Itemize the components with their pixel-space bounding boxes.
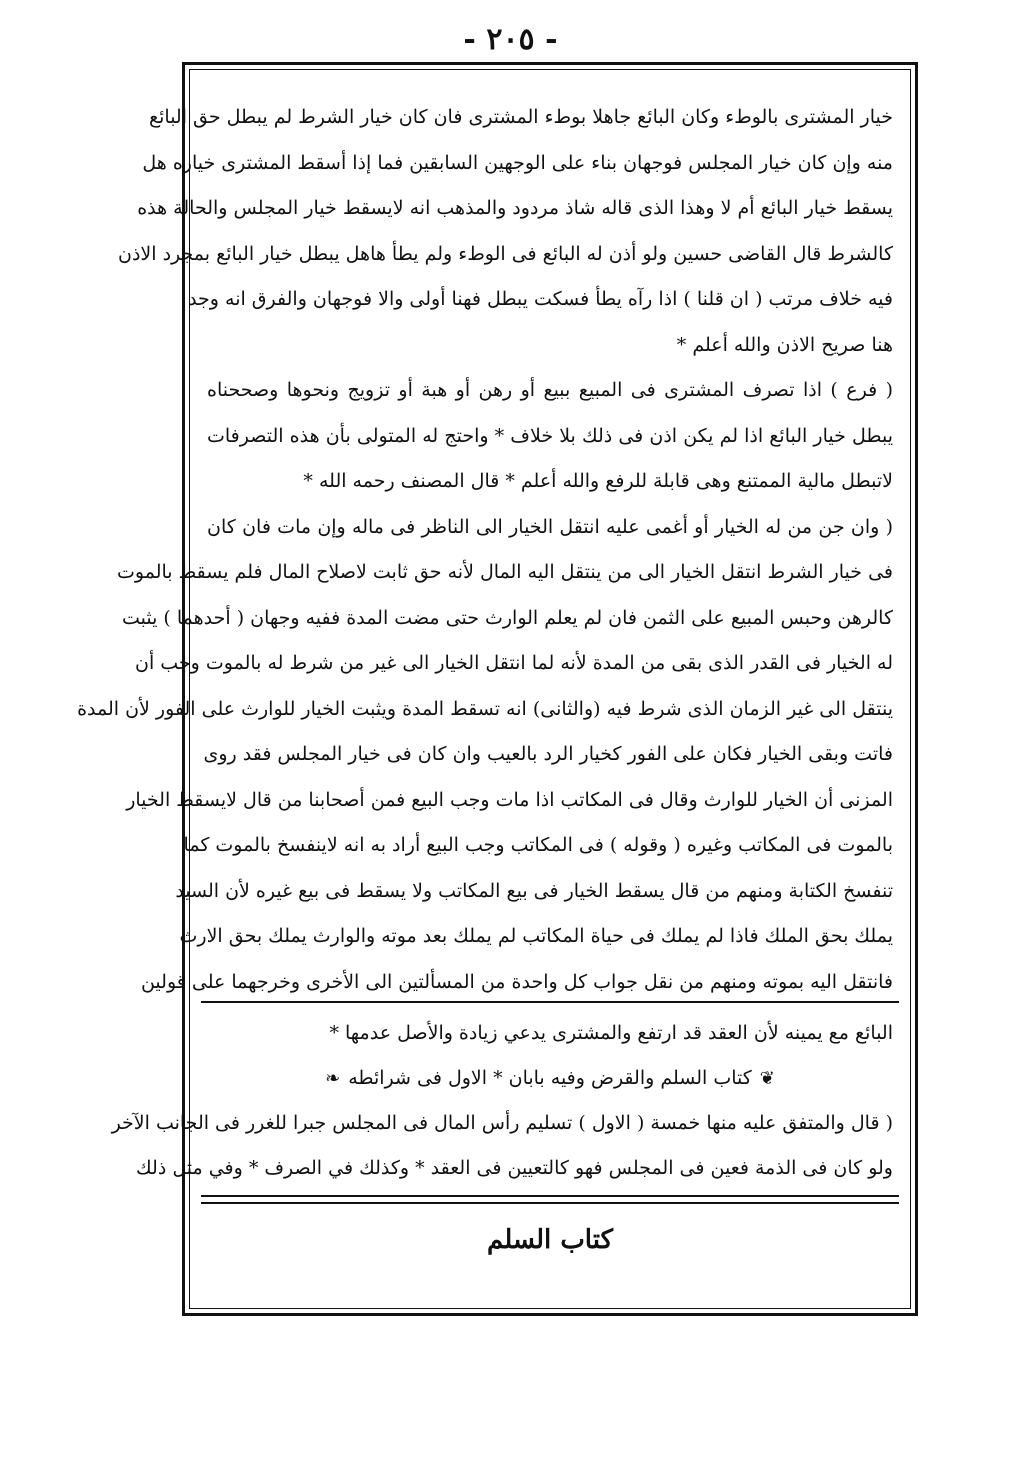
footnote-block: [111, 1011, 893, 1191]
text-line: فيه خلاف مرتب ( ان قلنا ) اذا رآه يطأ فسكت يبطل فهنا أولى والا فوجهان والفرق انه وجد: [188, 288, 893, 310]
text-line: فانتقل اليه بموته ومنهم من نقل جواب كل واحدة من المسألتين الى الأخرى وخرجهما على قولين: [140, 970, 893, 993]
text-line: بالموت فى المكاتب وغيره ( وقوله ) فى المكاتب وجب البيع أراد به انه لاينفسخ بالموت كما: [183, 834, 893, 856]
footnote-heading: [207, 1056, 893, 1101]
text-line: منه وإن كان خيار المجلس فوجهان بناء على الوجهين السابقين فما إذا أسقط المشترى خياره هل: [142, 151, 893, 174]
page-number: - ٢٠٥ -: [463, 22, 558, 57]
ornament-right-icon: ❦: [759, 1068, 775, 1089]
text-line: ( وان جن من له الخيار أو أغمى عليه انتقل الخيار الى الناظر فى ماله وإن مات فان كان: [207, 515, 893, 538]
text-line: فاتت وبقى الخيار فكان على الفور كخيار الرد بالعيب وان كان فى خيار المجلس فقد روى: [203, 743, 893, 765]
text-line: المزنى أن الخيار للوارث وقال فى المكاتب اذا مات وجب البيع فمن أصحابنا من قال لايسقط الخيار: [126, 788, 893, 811]
text-line: له الخيار فى القدر الذى بقى من المدة لأنه لما انتقل الخيار الى غير من شرط له بالموت وجب أن: [135, 652, 893, 674]
ornament-left-icon: ❧: [325, 1068, 341, 1089]
footnote-heading-text: كتاب السلم والقرض وفيه بابان * الاول فى شرائطه: [348, 1067, 752, 1089]
text-line: ينتقل الى غير الزمان الذى شرط فيه (والثانى) انه تسقط المدة ويثبت الخيار للوارث على الفور لأن المدة: [77, 697, 893, 720]
text-line: خيار المشترى بالوطء وكان البائع جاهلا بوطء المشترى فان كان خيار الشرط لم يبطل حق البائع: [149, 106, 893, 128]
text-line: يسقط خيار البائع أم لا وهذا الذى قاله شاذ مردود والمذهب انه لايسقط خيار المجلس والحالة هذه: [137, 197, 893, 219]
footnote-line: ( قال والمتفق عليه منها خمسة ( الاول ) تسليم رأس المال فى المجلس جبرا للغرر فى الجانب الآخر: [111, 1112, 893, 1134]
double-rule: [201, 1195, 899, 1204]
page-frame: [77, 62, 918, 1316]
main-text-block: [77, 95, 893, 1005]
text-line: لاتبطل مالية الممتنع وهى قابلة للرفع والله أعلم * قال المصنف رحمه الله *: [303, 470, 893, 492]
text-line: فى خيار الشرط انتقل الخيار الى من ينتقل اليه المال لأنه حق ثابت لاصلاح المال فلم يسقط بالموت: [117, 561, 893, 583]
text-line: يبطل خيار البائع اذا لم يكن اذن فى ذلك بلا خلاف * واحتج له المتولى بأن هذه التصرفات: [207, 424, 893, 447]
text-line: يملك بحق الملك فاذا لم يملك فى حياة المكاتب لم يملك بعد موته والوارث يملك بحق الارث: [179, 925, 893, 947]
text-line: كالشرط قال القاضى حسين ولو أذن له البائع فى الوطء ولم يطأ هاهل يبطل خيار البائع بمجرد الاذن: [118, 242, 893, 265]
text-line: هنا صريح الاذن والله أعلم *: [676, 333, 893, 356]
footnote-line: البائع مع يمينه لأن العقد قد ارتفع والمشترى يدعي زيادة والأصل عدمها *: [329, 1022, 893, 1044]
text-line: كالرهن وحبس المبيع على الثمن فان لم يعلم الوارث حتى مضت المدة ففيه وجهان ( أحدهما ) يثبت: [121, 606, 893, 629]
footnote-line: ولو كان فى الذمة فعين فى المجلس فهو كالتعيين فى العقد * وكذلك في الصرف * وفي مثل ذلك: [136, 1157, 893, 1179]
footnote-divider: [201, 1001, 899, 1003]
text-line: ( فرع ) اذا تصرف المشترى فى المبيع ببيع أو رهن أو هبة أو تزويج ونحوها وصححناه: [207, 379, 893, 401]
text-line: تنفسخ الكتابة ومنهم من قال يسقط الخيار فى بيع المكاتب ولا يسقط فى بيع غيره لأن السيد: [175, 879, 893, 902]
chapter-title: كتاب السلم: [487, 1225, 613, 1255]
